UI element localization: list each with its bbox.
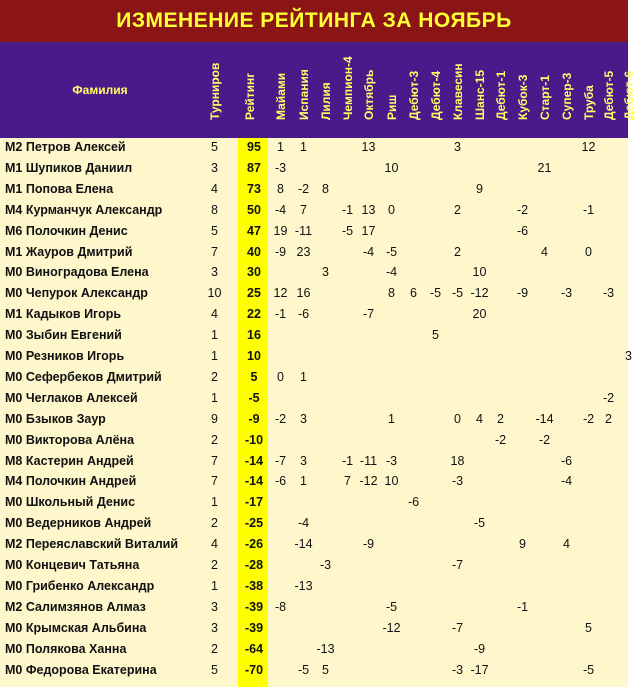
value-cell: 13: [361, 140, 376, 154]
value-cell: -2: [582, 411, 595, 426]
header-column-label: Дебют-3: [406, 70, 421, 120]
table-row: [0, 201, 628, 222]
value-cell: -5: [297, 662, 310, 677]
player-name: М0 Грибенко Александр: [5, 578, 155, 593]
value-cell: 3: [322, 265, 329, 280]
header-column-label: Супер-3: [559, 72, 574, 120]
page-title: ИЗМЕНЕНИЕ РЕЙТИНГА ЗА НОЯБРЬ: [116, 9, 512, 32]
value-cell: -1: [516, 599, 529, 614]
header-column: [403, 42, 424, 138]
header-column: [556, 42, 577, 138]
value-cell: 13: [361, 202, 376, 217]
header-column: [293, 42, 314, 138]
header-column: [578, 42, 599, 138]
table-row: [0, 493, 628, 514]
value-cell: 10: [384, 160, 399, 175]
player-name: М4 Курманчук Александр: [5, 202, 163, 217]
value-cell: -9: [473, 641, 486, 656]
value-cell: -3: [451, 662, 464, 677]
value-cell: -7: [451, 620, 464, 635]
value-cell: -2: [602, 390, 615, 405]
player-name: М8 Кастерин Андрей: [5, 453, 134, 468]
value-cell: -5: [385, 599, 398, 614]
table-row: [0, 598, 628, 619]
tournaments-cell: 7: [211, 474, 218, 489]
header-column-label: Кубок-3: [515, 74, 530, 120]
player-name: М0 Крымская Альбина: [5, 620, 147, 635]
value-cell: 19: [273, 223, 288, 238]
header-column: [270, 42, 291, 138]
value-cell: 17: [361, 223, 376, 238]
value-cell: -2: [516, 202, 529, 217]
value-cell: -11: [359, 453, 378, 468]
header-column-label: Дебют-5: [601, 70, 616, 120]
value-cell: -13: [294, 578, 313, 593]
value-cell: -1: [582, 202, 595, 217]
value-cell: 8: [277, 181, 284, 196]
header-column: [381, 42, 402, 138]
header-column: [598, 42, 619, 138]
value-cell: -1: [274, 307, 287, 322]
header-column-label: Испания: [296, 69, 311, 120]
value-cell: -8: [274, 599, 287, 614]
header-column: [425, 42, 446, 138]
rating-cell: -14: [244, 474, 264, 489]
rating-cell: -39: [244, 599, 264, 614]
table-row: [0, 389, 628, 410]
tournaments-cell: 7: [211, 244, 218, 259]
player-name: М0 Федорова Екатерина: [5, 662, 157, 677]
table-row: [0, 368, 628, 389]
value-cell: 0: [277, 369, 284, 384]
header-column: [204, 42, 225, 138]
value-cell: -12: [382, 620, 401, 635]
player-name: М2 Петров Алексей: [5, 140, 126, 154]
header-column-label: Клавесин: [450, 63, 465, 120]
value-cell: -6: [560, 453, 573, 468]
tournaments-cell: 3: [211, 265, 218, 280]
value-cell: 3: [300, 411, 307, 426]
table-row: [0, 263, 628, 284]
value-cell: 0: [454, 411, 461, 426]
header-column-label: Риш: [384, 94, 399, 120]
tournaments-cell: 4: [211, 307, 218, 322]
table-row: [0, 284, 628, 305]
header-column: [469, 42, 490, 138]
value-cell: 12: [273, 286, 288, 301]
value-cell: -2: [494, 432, 507, 447]
value-cell: 3: [454, 140, 461, 154]
value-cell: -4: [362, 244, 375, 259]
player-name: М1 Шупиков Даниил: [5, 160, 133, 175]
header-column-label: Турниров: [207, 62, 222, 120]
value-cell: 10: [384, 474, 399, 489]
value-cell: 7: [300, 202, 307, 217]
value-cell: 9: [519, 537, 526, 552]
value-cell: -3: [274, 160, 287, 175]
rating-cell: 87: [247, 160, 261, 175]
value-cell: 1: [300, 369, 307, 384]
value-cell: -6: [407, 495, 420, 510]
rating-cell: 95: [247, 140, 261, 154]
value-cell: 4: [563, 537, 570, 552]
value-cell: 1: [277, 140, 284, 154]
player-name: М1 Попова Елена: [5, 181, 114, 196]
header-column-label: Дебют-4: [428, 70, 443, 120]
header-column-label: Майами: [273, 72, 288, 120]
tournaments-cell: 2: [211, 369, 218, 384]
title-bar: [0, 0, 628, 42]
rating-cell: -14: [244, 453, 264, 468]
tournaments-cell: 3: [211, 160, 218, 175]
table-row: [0, 431, 628, 452]
value-cell: -4: [297, 516, 310, 531]
rating-cell: 47: [247, 223, 261, 238]
tournaments-cell: 5: [211, 140, 218, 154]
rating-cell: 30: [247, 265, 261, 280]
value-cell: 2: [497, 411, 504, 426]
tournaments-cell: 9: [211, 411, 218, 426]
rating-cell: -39: [244, 620, 264, 635]
tournaments-cell: 5: [211, 223, 218, 238]
table-row: [0, 222, 628, 243]
player-name: М0 Концевич Татьяна: [5, 558, 140, 572]
player-name: М0 Викторова Алёна: [5, 432, 135, 447]
header-name: Фамилия: [72, 83, 128, 97]
table-row: [0, 347, 632, 368]
header-column-label: Дебют-1: [493, 70, 508, 120]
value-cell: 1: [300, 474, 307, 489]
tournaments-cell: 2: [211, 432, 218, 447]
player-name: М1 Жауров Дмитрий: [5, 244, 133, 259]
value-cell: -5: [451, 286, 464, 301]
header-column: [534, 42, 555, 138]
header-column: [447, 42, 468, 138]
value-cell: 6: [410, 286, 417, 301]
player-name: М1 Кадыков Игорь: [5, 307, 122, 322]
value-cell: -7: [451, 558, 464, 572]
value-cell: 2: [454, 202, 461, 217]
header-column-label: Рейтинг: [242, 72, 257, 120]
value-cell: -9: [274, 244, 287, 259]
rating-cell: 40: [247, 244, 261, 259]
player-name: М0 Виноградова Елена: [5, 265, 149, 280]
tournaments-cell: 7: [211, 453, 218, 468]
value-cell: -3: [602, 286, 615, 301]
value-cell: -6: [297, 307, 310, 322]
value-cell: -14: [535, 411, 554, 426]
value-cell: 18: [450, 453, 465, 468]
value-cell: -2: [274, 411, 287, 426]
value-cell: -1: [341, 453, 354, 468]
rating-cell: 10: [247, 349, 261, 363]
rating-cell: -28: [244, 558, 264, 572]
table-row: [0, 180, 628, 201]
value-cell: 5: [432, 328, 439, 343]
value-cell: 5: [322, 662, 329, 677]
value-cell: 8: [388, 286, 395, 301]
table-row: [0, 326, 628, 347]
player-name: М0 Зыбин Евгений: [5, 328, 122, 343]
tournaments-cell: 1: [211, 495, 218, 510]
value-cell: 20: [472, 307, 487, 322]
value-cell: -3: [451, 474, 464, 489]
tournaments-cell: 2: [211, 558, 218, 572]
value-cell: -3: [560, 286, 573, 301]
table-row: [0, 514, 628, 535]
tournaments-cell: 8: [211, 202, 218, 217]
table-row: [0, 640, 628, 661]
header-column-label: Октябрь: [361, 69, 376, 120]
rating-cell: -25: [244, 516, 264, 531]
value-cell: 10: [472, 265, 487, 280]
player-name: М0 Полякова Ханна: [5, 641, 127, 656]
table-row: [0, 138, 628, 159]
value-cell: -6: [516, 223, 529, 238]
rating-cell: 73: [247, 181, 261, 196]
value-cell: 7: [344, 474, 351, 489]
table-header: [0, 42, 636, 138]
value-cell: -4: [560, 474, 573, 489]
header-column-label: Шанс-15: [472, 70, 487, 120]
value-cell: -2: [297, 181, 310, 196]
tournaments-cell: 2: [211, 516, 218, 531]
table-row: [0, 452, 628, 473]
value-cell: -12: [470, 286, 489, 301]
table-row: [0, 410, 628, 431]
value-cell: -13: [316, 641, 335, 656]
player-name: М2 Салимзянов Алмаз: [5, 599, 146, 614]
header-column-label: Дебют-6: [621, 70, 636, 120]
table-row: [0, 472, 628, 493]
tournaments-cell: 3: [211, 599, 218, 614]
player-name: М0 Сефербеков Дмитрий: [5, 369, 162, 384]
value-cell: -9: [516, 286, 529, 301]
table-row: [0, 577, 628, 598]
rating-cell: -9: [248, 411, 260, 426]
rating-cell: 16: [247, 328, 261, 343]
tournaments-cell: 10: [207, 286, 222, 301]
header-column: [490, 42, 511, 138]
player-name: М0 Чепурок Александр: [5, 286, 148, 301]
header-column: [358, 42, 379, 138]
value-cell: -4: [385, 265, 398, 280]
table-row: [0, 556, 628, 577]
header-column: [239, 42, 260, 138]
tournaments-cell: 4: [211, 537, 218, 552]
table-row: [0, 159, 628, 180]
player-name: М4 Полочкин Андрей: [5, 474, 137, 489]
tournaments-cell: 1: [211, 390, 218, 405]
table-row: [0, 305, 628, 326]
value-cell: 1: [388, 411, 395, 426]
rating-cell: 5: [250, 369, 258, 384]
value-cell: 2: [605, 411, 612, 426]
rating-cell: -5: [248, 390, 260, 405]
header-column-label: Труба: [581, 85, 596, 120]
value-cell: 0: [388, 202, 395, 217]
value-cell: 1: [300, 140, 307, 154]
value-cell: 21: [537, 160, 552, 175]
value-cell: 5: [585, 620, 592, 635]
rating-cell: -38: [244, 578, 264, 593]
value-cell: -5: [582, 662, 595, 677]
value-cell: 16: [296, 286, 311, 301]
value-cell: 12: [581, 140, 596, 154]
header-column-label: Старт-1: [537, 75, 552, 120]
tournaments-cell: 2: [211, 641, 218, 656]
value-cell: 3: [625, 349, 632, 363]
player-name: М0 Резников Игорь: [5, 349, 125, 363]
player-name: М2 Переяславский Виталий: [5, 537, 179, 552]
player-name: М0 Школьный Денис: [5, 495, 136, 510]
rating-cell: -10: [244, 432, 264, 447]
tournaments-cell: 3: [211, 620, 218, 635]
tournaments-cell: 1: [211, 578, 218, 593]
rating-cell: -17: [244, 495, 264, 510]
value-cell: -3: [385, 453, 398, 468]
table-row: [0, 619, 628, 640]
value-cell: -3: [319, 558, 332, 572]
rating-cell: 25: [247, 286, 261, 301]
header-column: [512, 42, 533, 138]
header-column: [315, 42, 336, 138]
value-cell: 9: [476, 181, 483, 196]
value-cell: 8: [322, 181, 329, 196]
value-cell: -1: [341, 202, 354, 217]
value-cell: -11: [294, 223, 313, 238]
tournaments-cell: 1: [211, 349, 218, 363]
value-cell: -5: [385, 244, 398, 259]
table-row: [0, 661, 628, 682]
value-cell: 2: [454, 244, 461, 259]
value-cell: 4: [476, 411, 483, 426]
rating-cell: -26: [244, 537, 264, 552]
value-cell: -14: [294, 537, 313, 552]
player-name: М0 Ведерников Андрей: [5, 516, 152, 531]
table-row: [0, 243, 628, 264]
tournaments-cell: 1: [211, 328, 218, 343]
table-row: [0, 535, 628, 556]
header-column-label: Чемпион-4: [340, 56, 355, 120]
value-cell: -5: [429, 286, 442, 301]
player-name: М0 Бзыков Заур: [5, 411, 106, 426]
tournaments-cell: 4: [211, 181, 218, 196]
value-cell: -5: [341, 223, 354, 238]
header-column: [337, 42, 358, 138]
rating-cell: 22: [247, 307, 261, 322]
rating-cell: -70: [244, 662, 264, 677]
value-cell: -7: [362, 307, 375, 322]
player-name: М0 Чеглаков Алексей: [5, 390, 138, 405]
value-cell: -7: [274, 453, 287, 468]
value-cell: -5: [473, 516, 486, 531]
value-cell: -9: [362, 537, 375, 552]
value-cell: -17: [470, 662, 489, 677]
value-cell: 23: [296, 244, 311, 259]
tournaments-cell: 5: [211, 662, 218, 677]
value-cell: 4: [541, 244, 548, 259]
value-cell: -4: [274, 202, 287, 217]
value-cell: -2: [538, 432, 551, 447]
value-cell: -12: [359, 474, 378, 489]
value-cell: -6: [274, 474, 287, 489]
value-cell: 3: [300, 453, 307, 468]
player-name: М6 Полочкин Денис: [5, 223, 128, 238]
value-cell: 0: [585, 244, 592, 259]
rating-cell: -64: [244, 641, 264, 656]
header-column-label: Лилия: [318, 82, 333, 120]
rating-cell: 50: [247, 202, 261, 217]
header-column: [618, 42, 639, 138]
